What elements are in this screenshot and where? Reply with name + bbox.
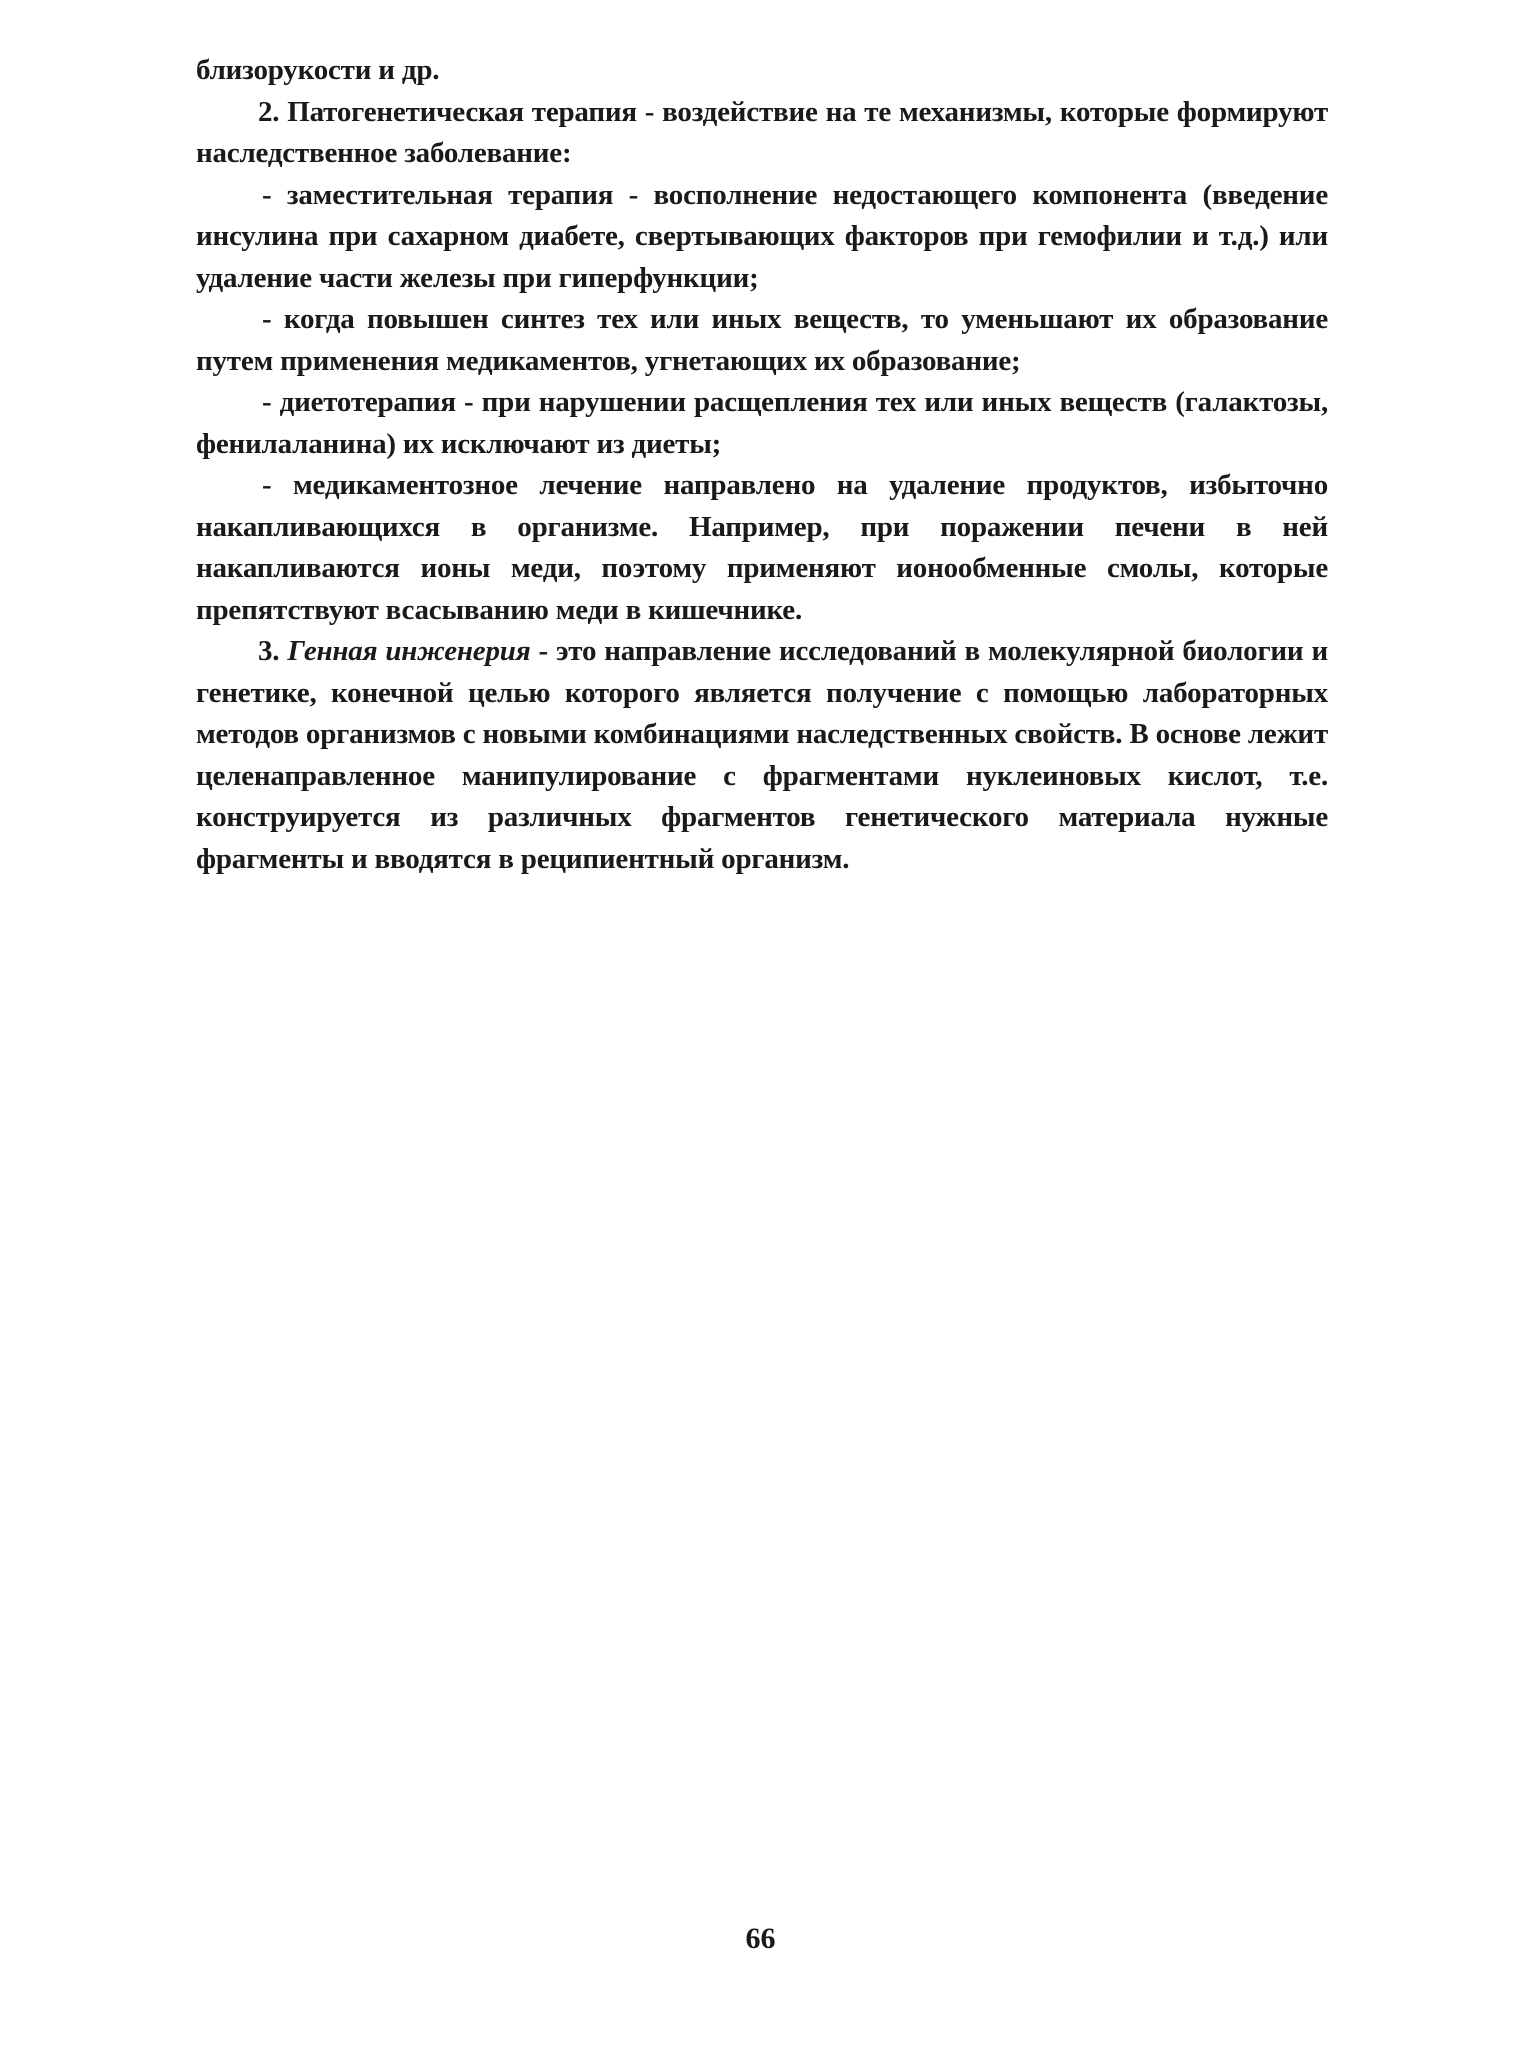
paragraph-number: 3. bbox=[258, 635, 288, 667]
paragraph-body: - это направление исследований в молекулярной биологии и генетике, конечной целью которого является получение с помощью лабораторных методов организмов с новыми комбинациями наследственных свойств. В основе лежит целенаправленное манипулирование с фрагментами нуклеиновых кислот, т.е. конструируется из различных фрагментов генетического материала нужные фрагменты и вводятся в реципиентный организм. bbox=[196, 635, 1328, 875]
paragraph-genetic-engineering bbox=[196, 631, 1328, 880]
paragraph-synthesis-reduction: - когда повышен синтез тех или иных веществ, то уменьшают их образование путем применения медикаментов, угнетающих их образование; bbox=[196, 303, 1328, 377]
paragraph-replacement-therapy: - заместительная терапия - восполнение недостающего компонента (введение инсулина при сахарном диабете, свертывающих факторов при гемофилии и т.д.) или удаление части железы при гиперфункции; bbox=[196, 178, 1328, 294]
paragraph-pathogenetic-therapy: 2. Патогенетическая терапия - воздействие на те механизмы, которые формируют наследственное заболевание: bbox=[196, 95, 1328, 169]
paragraph-drug-treatment: - медикаментозное лечение направлено на удаление продуктов, избыточно накапливающихся в организме. Например, при поражении печени в ней накапливаются ионы меди, поэтому применяют ионообменные смолы, которые препятствуют всасыванию меди в кишечнике. bbox=[196, 469, 1328, 626]
paragraph-continuation: близорукости и др. bbox=[196, 54, 440, 86]
page-number: 66 bbox=[745, 1922, 776, 1955]
italic-term: Генная инженерия bbox=[287, 635, 531, 667]
paragraph-diet-therapy: - диетотерапия - при нарушении расщепления тех или иных веществ (галактозы, фенилаланина) их исключают из диеты; bbox=[196, 386, 1328, 460]
body-text bbox=[196, 50, 1328, 880]
